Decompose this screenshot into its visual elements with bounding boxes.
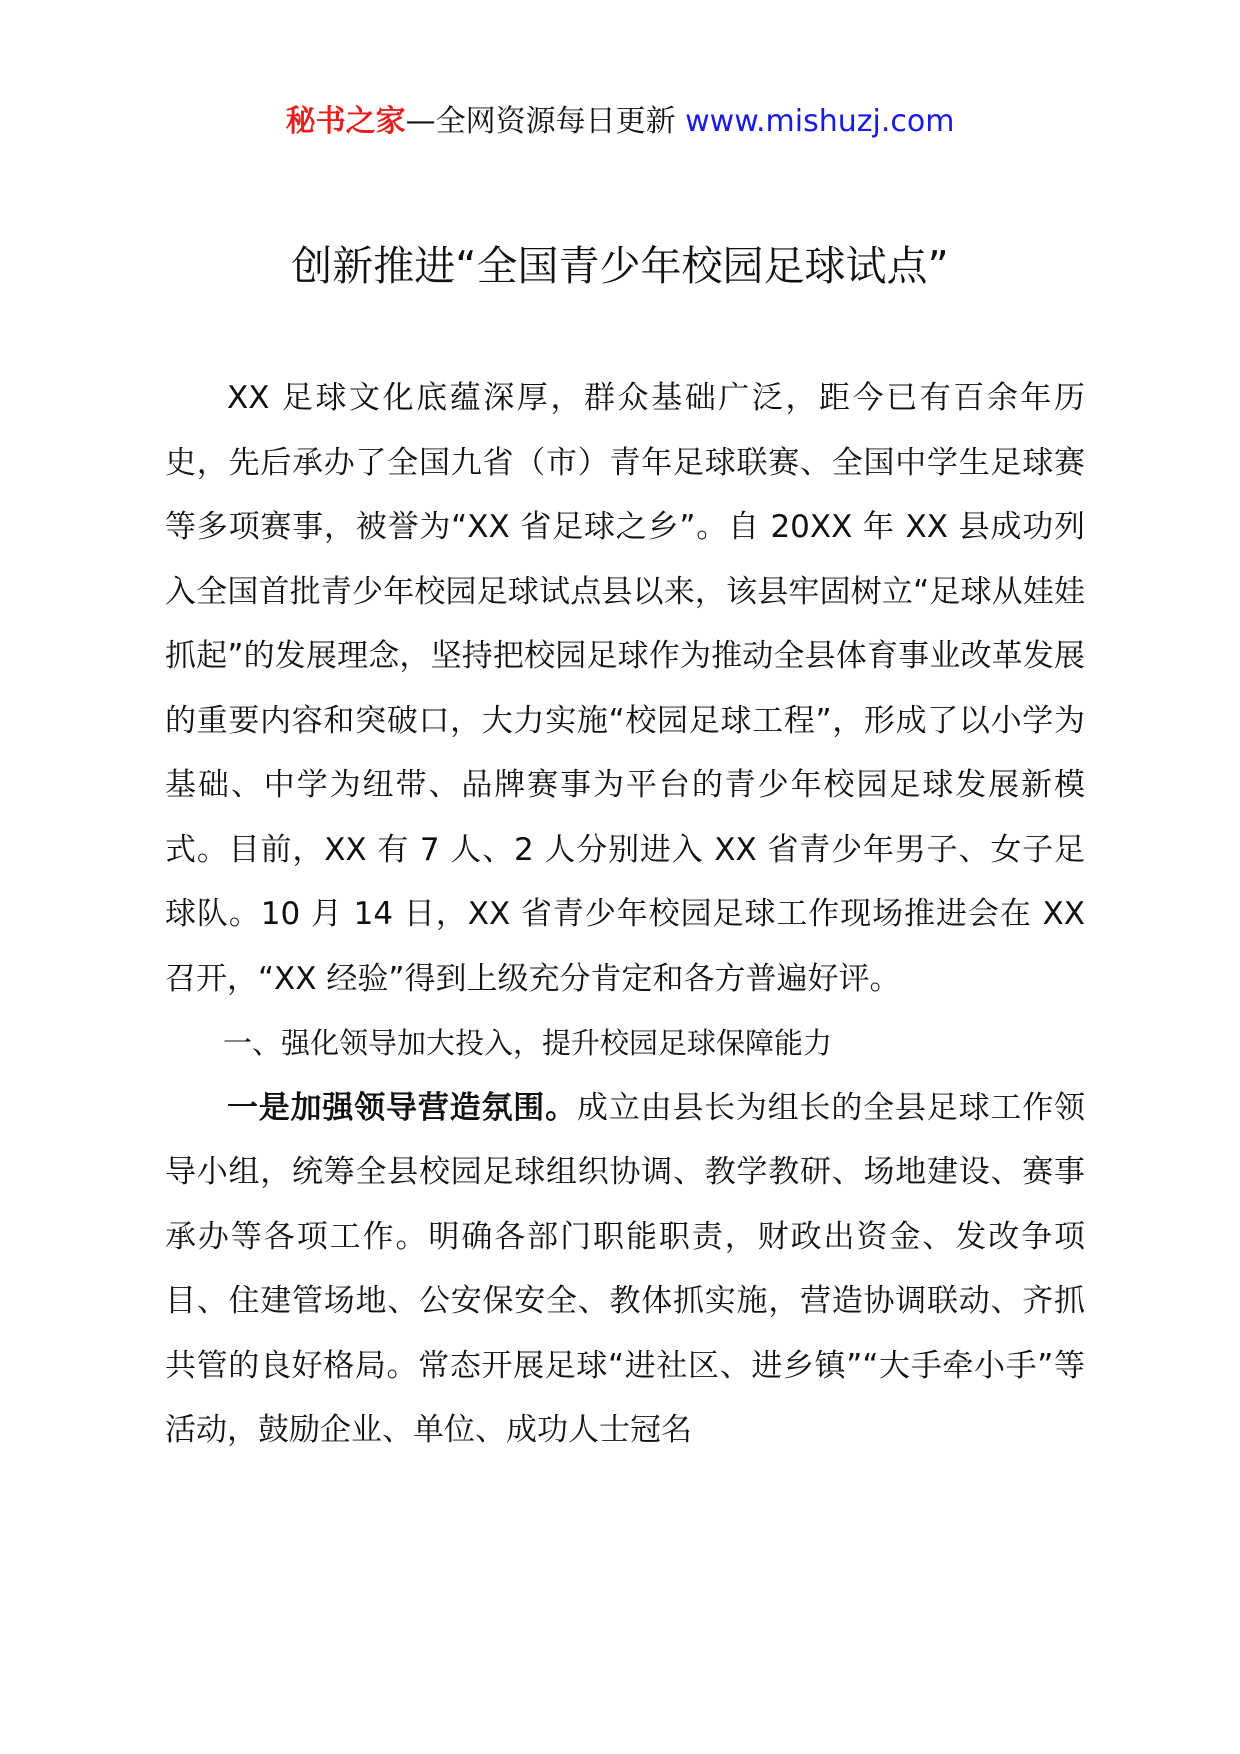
site-tagline: —全网资源每日更新: [405, 104, 686, 139]
site-brand: 秘书之家: [285, 104, 406, 139]
site-header: [0, 100, 1240, 144]
point-paragraph: [165, 1076, 1085, 1463]
intro-paragraph: XX 足球文化底蕴深厚，群众基础广泛，距今已有百余年历史，先后承办了全国九省（市）青年足球联赛、全国中学生足球赛等多项赛事，被誉为“XX 省足球之乡”。自 20XX 年 XX 县成功列入全国首批青少年校园足球试点县以来，该县牢固树立“足球从娃娃抓起”的发展理念，坚持把校园足球作为推动全县体育事业改革发展的重要内容和突破口，大力实施“校园足球工程”，形成了以小学为基础、中学为纽带、品牌赛事为平台的青少年校园足球发展新模式。目前，XX 有 7 人、2 人分别进入 XX 省青少年男子、女子足球队。10 月 14 日，XX 省青少年校园足球工作现场推进会在 XX 召开，“XX 经验”得到上级充分肯定和各方普遍好评。: [165, 380, 1085, 997]
point-lead: 一是加强领导营造氛围。: [227, 1089, 577, 1126]
document-title: 创新推进“全国青少年校园足球试点”: [291, 242, 949, 290]
document-body: [165, 366, 1085, 1463]
site-url-link[interactable]: www.mishuzj.com: [685, 104, 955, 139]
point-text: 成立由县长为组长的全县足球工作领导小组，统筹全县校园足球组织协调、教学教研、场地建设、赛事承办等各项工作。明确各部门职能职责，财政出资金、发改争项目、住建管场地、公安保安全、教体抓实施，营造协调联动、齐抓共管的良好格局。常态开展足球“进社区、进乡镇”“大手牵小手”等活动，鼓励企业、单位、成功人士冠名: [165, 1089, 1086, 1448]
section-heading: 一、强化领导加大投入，提升校园足球保障能力: [223, 1026, 833, 1060]
